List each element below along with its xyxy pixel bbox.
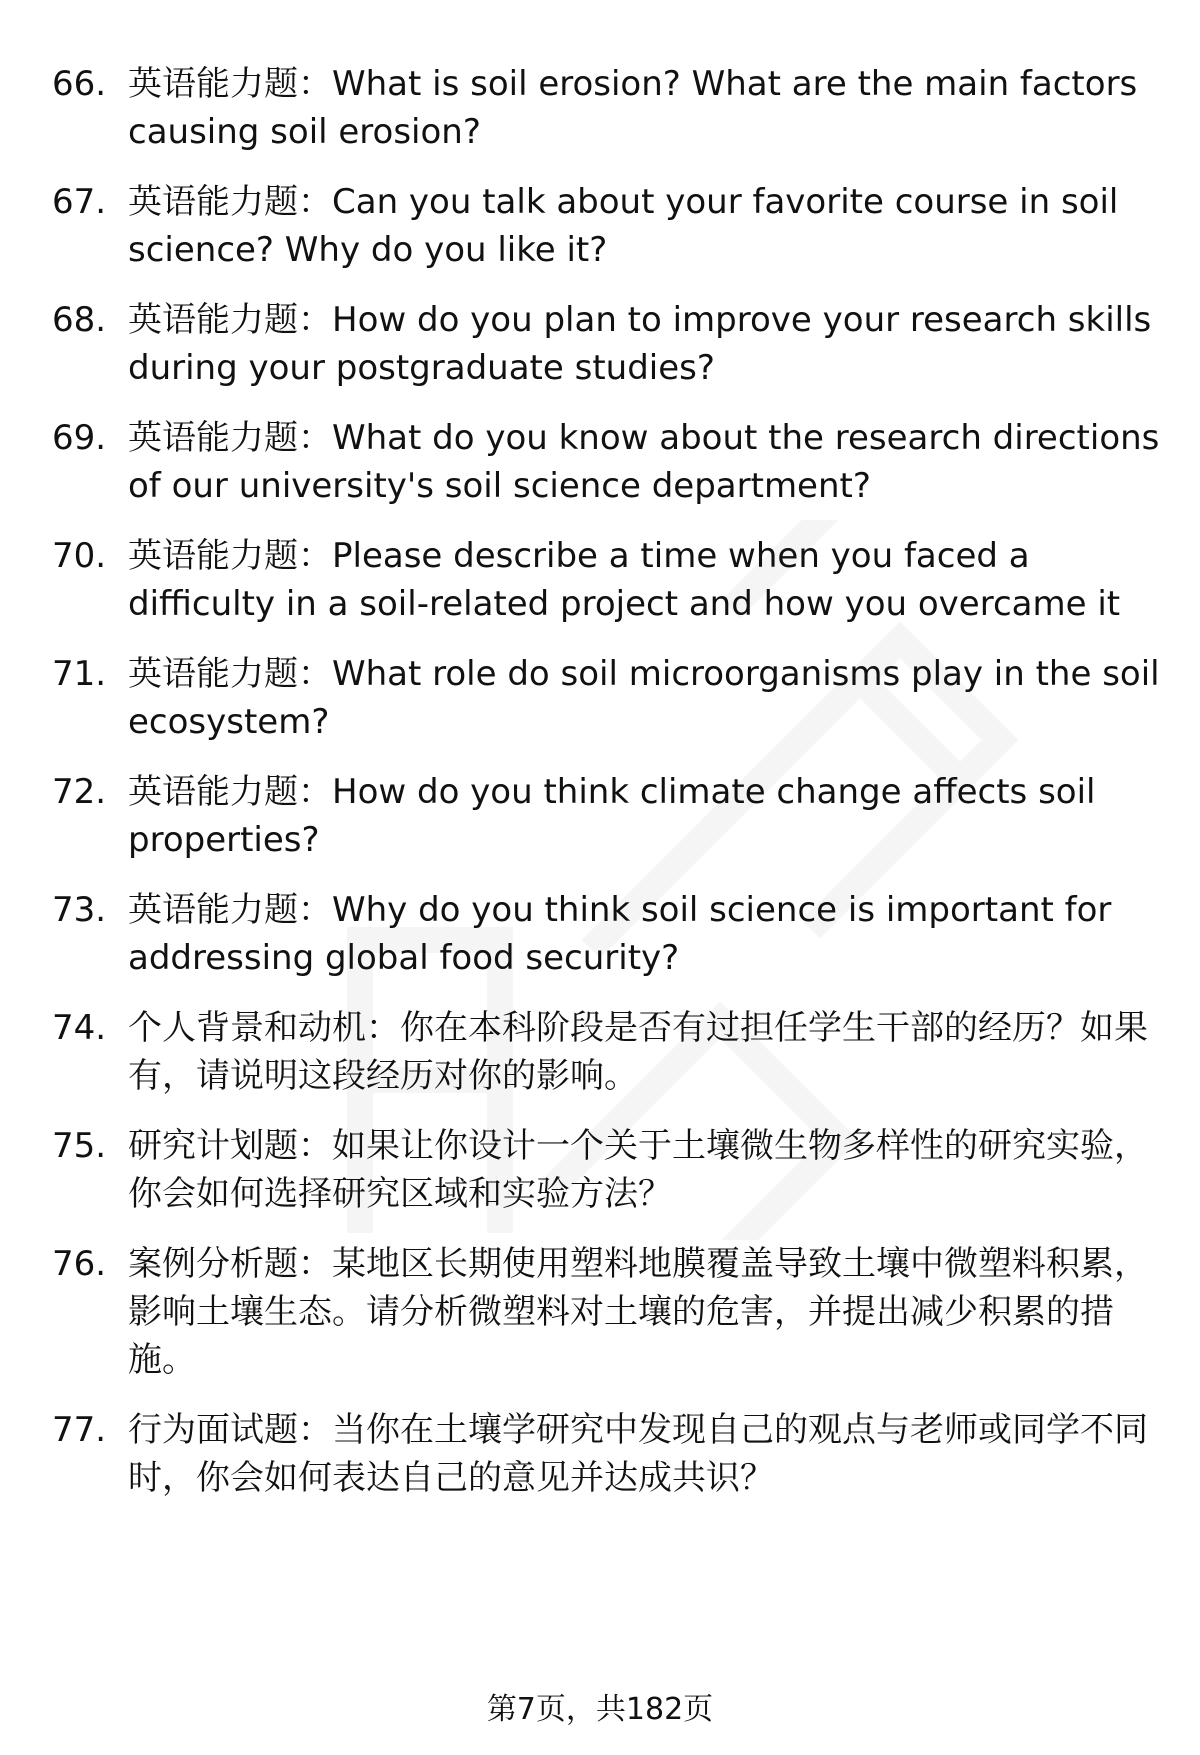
- page-footer: 第7页，共182页: [486, 1692, 714, 1727]
- question-item: [52, 178, 1162, 274]
- question-number: 66.: [52, 64, 107, 104]
- question-text: 行为面试题：当你在土壤学研究中发现自己的观点与老师或同学不同时，你会如何表达自己的意见并达成共识？: [128, 1410, 1148, 1498]
- question-item: [52, 296, 1162, 392]
- question-number: 72.: [52, 772, 107, 812]
- question-item: [52, 650, 1162, 746]
- question-text: 案例分析题：某地区长期使用塑料地膜覆盖导致土壤中微塑料积累，影响土壤生态。请分析微塑料对土壤的危害，并提出减少积累的措施。: [128, 1244, 1148, 1380]
- question-item: [52, 532, 1162, 628]
- question-text: 英语能力题：What do you know about the research directions of our university's soil science department?: [128, 418, 1160, 506]
- question-text: 英语能力题：Why do you think soil science is important for addressing global food security?: [128, 890, 1112, 978]
- question-text: 研究计划题：如果让你设计一个关于土壤微生物多样性的研究实验，你会如何选择研究区域和实验方法？: [128, 1126, 1148, 1214]
- question-item: [52, 414, 1162, 510]
- question-text: 英语能力题：Please describe a time when you faced a difficulty in a soil-related project and how you overcame it: [128, 536, 1121, 624]
- question-number: 69.: [52, 418, 107, 458]
- question-number: 73.: [52, 890, 107, 930]
- question-number: 70.: [52, 536, 107, 576]
- question-text: 英语能力题：Can you talk about your favorite course in soil science? Why do you like it?: [128, 182, 1119, 270]
- question-item: [52, 886, 1162, 982]
- question-number: 74.: [52, 1008, 107, 1048]
- question-list: [52, 60, 1162, 1502]
- question-number: 68.: [52, 300, 107, 340]
- question-item: [52, 60, 1162, 156]
- question-number: 77.: [52, 1410, 107, 1450]
- question-item: [52, 1406, 1162, 1502]
- question-text: 英语能力题：How do you plan to improve your research skills during your postgraduate studies?: [128, 300, 1152, 388]
- question-number: 76.: [52, 1244, 107, 1284]
- question-number: 71.: [52, 654, 107, 694]
- question-number: 67.: [52, 182, 107, 222]
- question-item: [52, 1004, 1162, 1100]
- question-text: 个人背景和动机：你在本科阶段是否有过担任学生干部的经历？如果有，请说明这段经历对你的影响。: [128, 1008, 1148, 1096]
- question-item: [52, 1240, 1162, 1384]
- question-text: 英语能力题：What role do soil microorganisms play in the soil ecosystem?: [128, 654, 1160, 742]
- question-text: 英语能力题：How do you think climate change affects soil properties?: [128, 772, 1096, 860]
- question-item: [52, 1122, 1162, 1218]
- question-number: 75.: [52, 1126, 107, 1166]
- question-text: 英语能力题：What is soil erosion? What are the main factors causing soil erosion?: [128, 64, 1138, 152]
- question-item: [52, 768, 1162, 864]
